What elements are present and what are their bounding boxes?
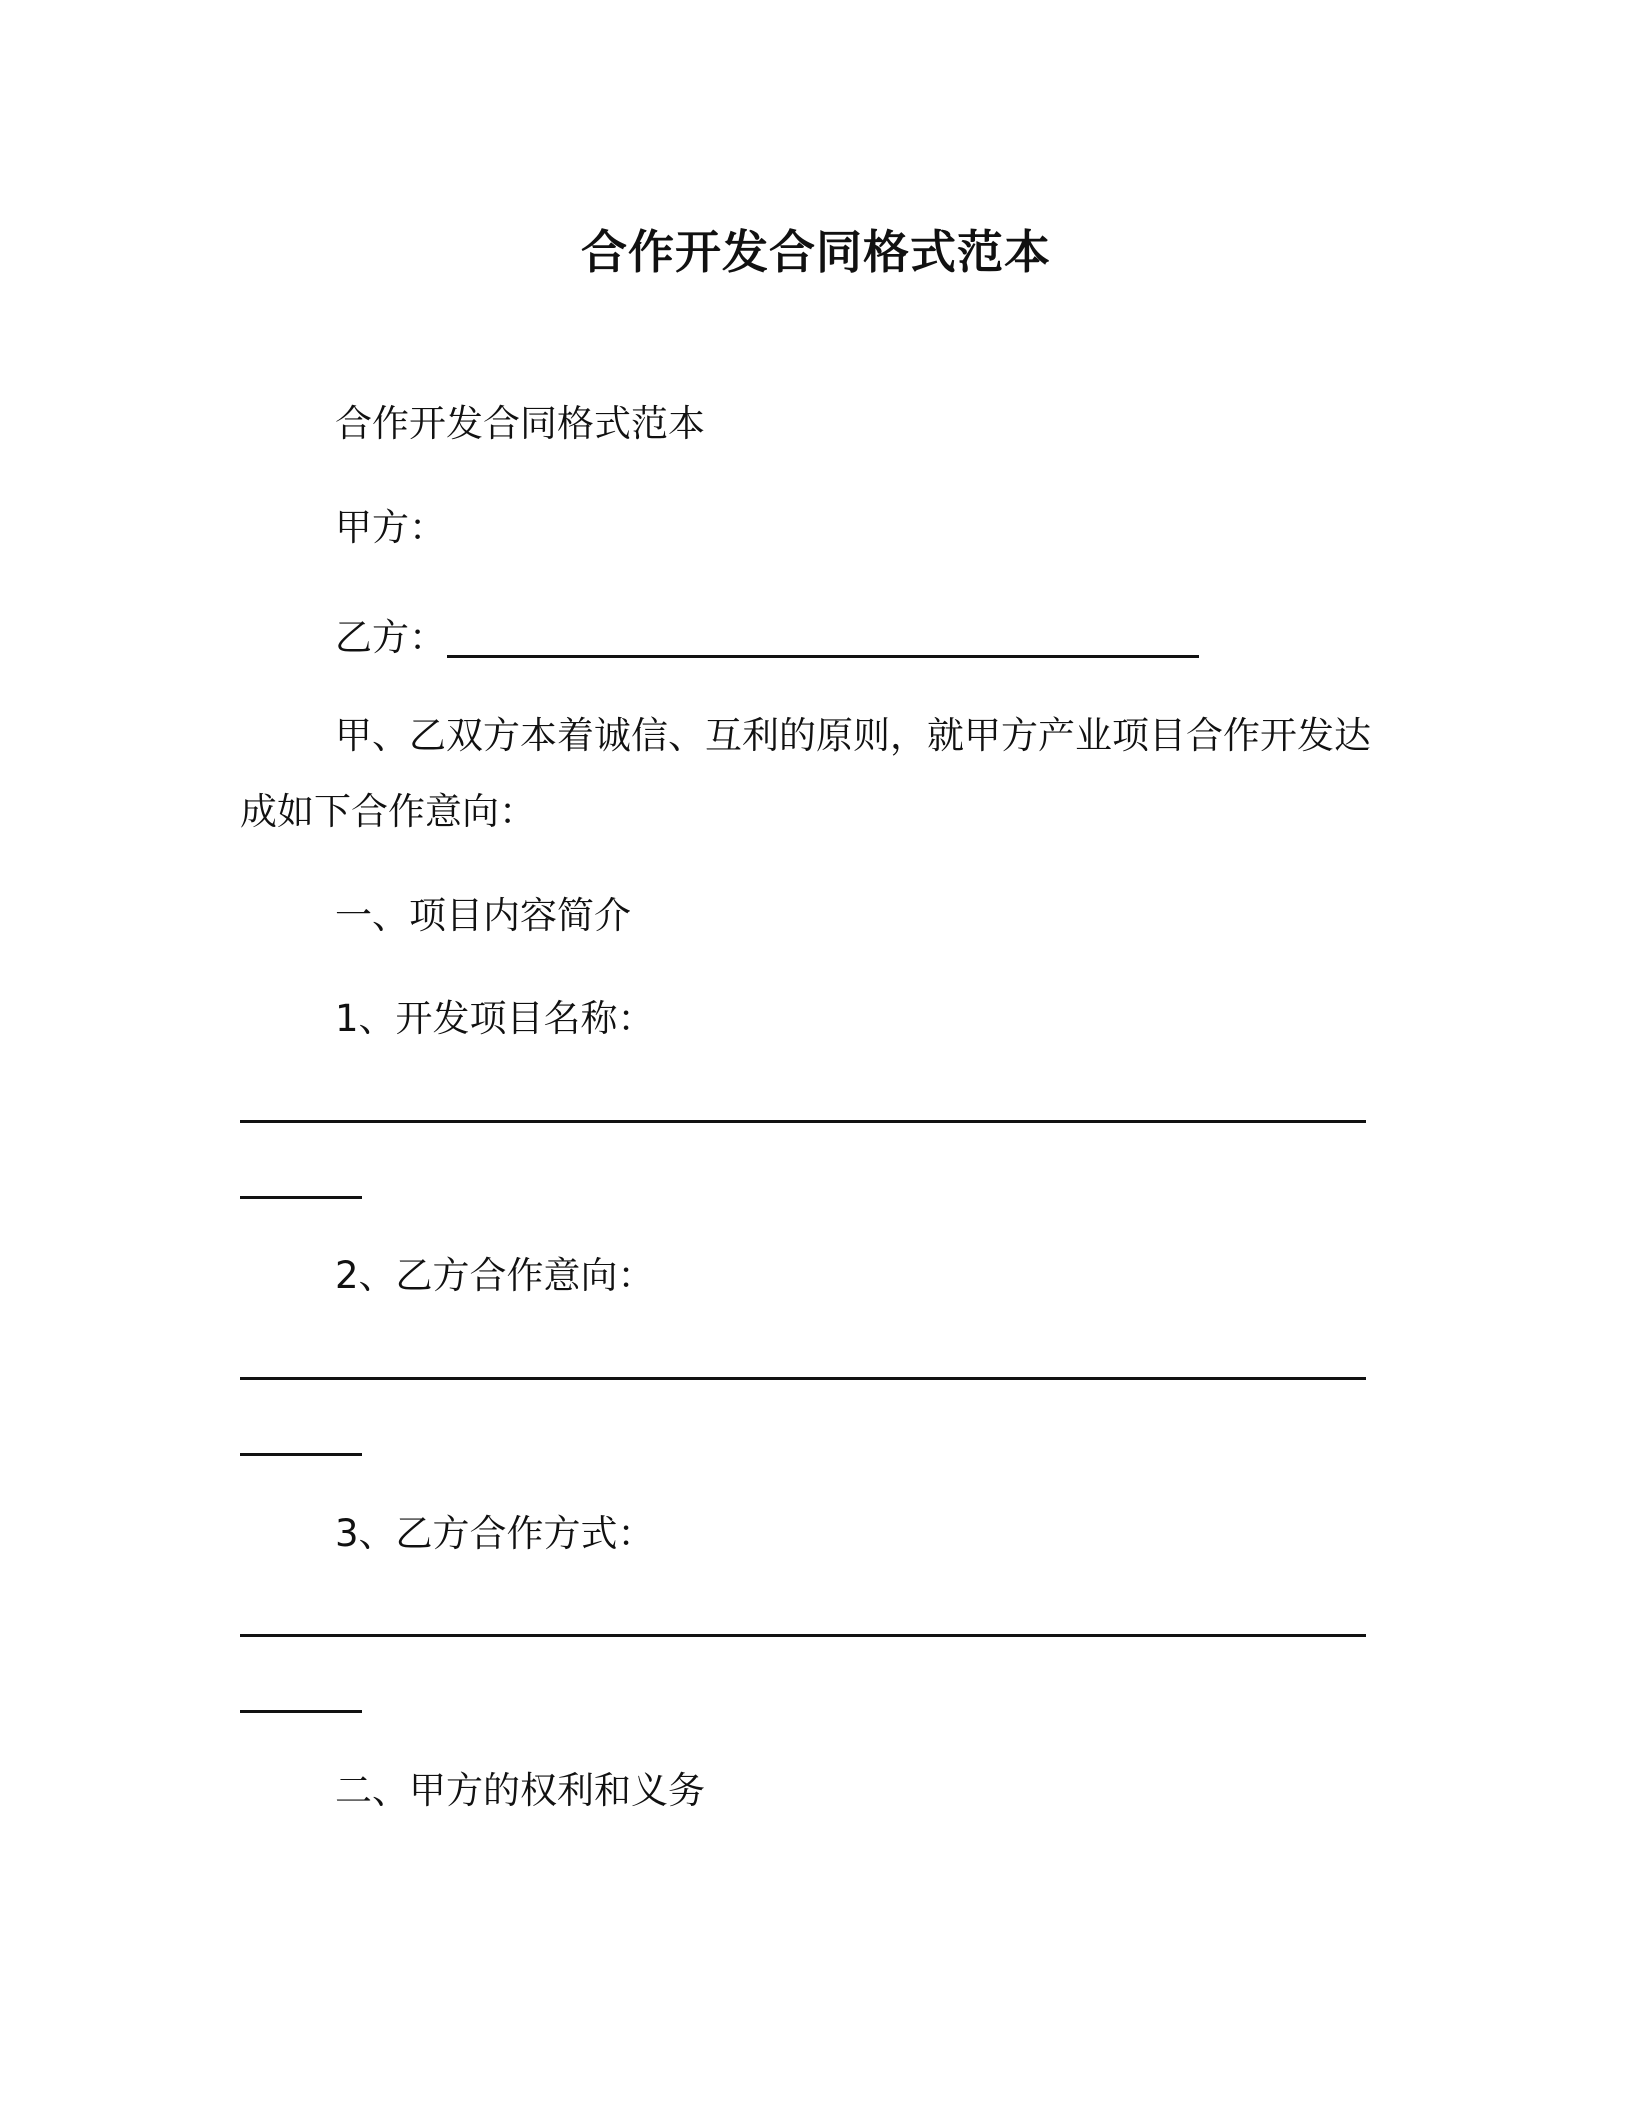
intro-line-1: 甲、乙双方本着诚信、互利的原则，就甲方产业项目合作开发达 — [335, 714, 1371, 757]
item-3-blank-line-1 — [240, 1634, 1366, 1637]
item-1-blank-line-2 — [240, 1196, 362, 1199]
item-3-label: 3、乙方合作方式： — [335, 1512, 655, 1555]
party-b-label: 乙方： — [335, 616, 446, 659]
section-1-heading: 一、项目内容简介 — [335, 894, 631, 937]
section-2-heading: 二、甲方的权利和义务 — [335, 1769, 705, 1812]
item-1-blank-line-1 — [240, 1120, 1366, 1123]
item-1-label: 1、开发项目名称： — [335, 997, 655, 1040]
item-2-blank-line-1 — [240, 1377, 1366, 1380]
item-2-blank-line-2 — [240, 1453, 362, 1456]
document-title: 合作开发合同格式范本 — [581, 225, 1051, 279]
party-b-blank-line — [447, 655, 1199, 658]
document-subtitle: 合作开发合同格式范本 — [335, 402, 705, 445]
intro-line-2: 成如下合作意向： — [240, 790, 536, 833]
party-b-row — [335, 612, 446, 664]
item-2-label: 2、乙方合作意向： — [335, 1254, 655, 1297]
item-3-blank-line-2 — [240, 1710, 362, 1713]
party-a-label: 甲方： — [335, 506, 446, 549]
